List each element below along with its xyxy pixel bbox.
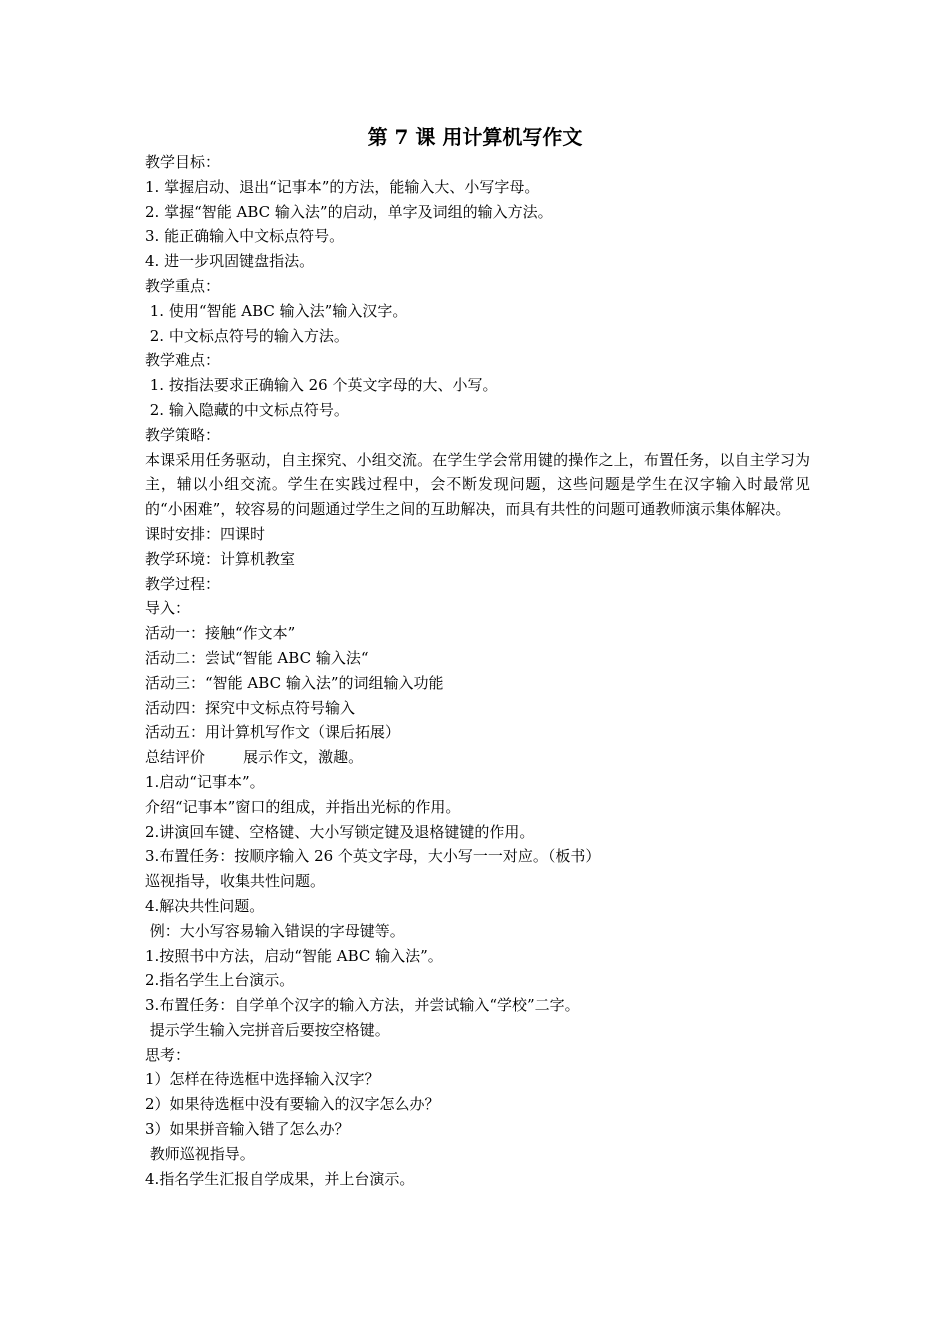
activity-item: 活动四：探究中文标点符号输入 <box>145 698 356 717</box>
think-heading: 思考： <box>145 1045 191 1064</box>
objective-item: 3. 能正确输入中文标点符号。 <box>145 227 345 246</box>
objective-item: 2. 掌握“智能 ABC 输入法”的启动，单字及词组的输入方法。 <box>145 202 553 221</box>
section-heading-process: 教学过程： <box>145 574 221 593</box>
question-item: 2）如果待选框中没有要输入的汉字怎么办？ <box>145 1095 440 1114</box>
activity-item: 活动一：接触“作文本” <box>145 624 296 643</box>
question-item: 1）怎样在待选框中选择输入汉字？ <box>145 1070 380 1089</box>
step-item: 例：大小写容易输入错误的字母键等。 <box>145 921 405 940</box>
activity-item: 活动二：尝试“智能 ABC 输入法“ <box>145 648 369 667</box>
objective-item: 1. 掌握启动、退出“记事本”的方法，能输入大、小写字母。 <box>145 177 540 196</box>
step-item: 2.讲演回车键、空格键、大小写锁定键及退格键键的作用。 <box>145 822 535 841</box>
activity-item: 活动三：“智能 ABC 输入法”的词组输入功能 <box>145 673 444 692</box>
question-item: 3）如果拼音输入错了怎么办？ <box>145 1120 350 1139</box>
key-point-item: 2. 中文标点符号的输入方法。 <box>145 326 349 345</box>
step-item: 1.启动“记事本”。 <box>145 772 265 791</box>
step-item: 4.解决共性问题。 <box>145 896 265 915</box>
lesson-title: 第 7 课 用计算机写作文 <box>367 125 583 149</box>
step-item: 3.布置任务：按顺序输入 26 个英文字母，大小写一一对应。（板书） <box>145 847 601 866</box>
objective-item: 4. 进一步巩固键盘指法。 <box>145 252 315 271</box>
step-item: 介绍“记事本”窗口的组成，并指出光标的作用。 <box>145 797 461 816</box>
section-heading-strategy: 教学策略： <box>145 425 221 444</box>
difficulty-item: 1. 按指法要求正确输入 26 个英文字母的大、小写。 <box>145 376 498 395</box>
step-item: 教师巡视指导。 <box>145 1144 255 1163</box>
step-item: 3.布置任务：自学单个汉字的输入方法，并尝试输入“学校”二字。 <box>145 996 580 1015</box>
schedule-line: 课时安排：四课时 <box>145 524 266 543</box>
activity-item: 活动五：用计算机写作文（课后拓展） <box>145 723 401 742</box>
environment-line: 教学环境：计算机教室 <box>145 549 296 568</box>
step-item: 4.指名学生汇报自学成果，并上台演示。 <box>145 1169 415 1188</box>
intro-heading: 导入： <box>145 599 191 618</box>
section-heading-difficulties: 教学难点： <box>145 351 221 370</box>
strategy-paragraph: 本课采用任务驱动，自主探究、小组交流。在学生学会常用键的操作之上，布置任务，以自主学习为主，辅以小组交流。学生在实践过程中，会不断发现问题，这些问题是学生在汉字输入时最常见的“小困难”，较容易的问题通过学生之间的互助解决，而具有共性的问题可通教师演示集体解决。 <box>145 450 810 519</box>
section-heading-key-points: 教学重点： <box>145 276 221 295</box>
key-point-item: 1. 使用“智能 ABC 输入法”输入汉字。 <box>145 301 408 320</box>
summary-line: 总结评价 展示作文，激趣。 <box>145 748 364 767</box>
section-heading-objectives: 教学目标： <box>145 153 221 171</box>
step-item: 巡视指导，收集共性问题。 <box>145 872 326 891</box>
step-item: 2.指名学生上台演示。 <box>145 971 295 990</box>
step-item: 提示学生输入完拼音后要按空格键。 <box>145 1020 390 1039</box>
document-body <box>145 150 810 1191</box>
step-item: 1.按照书中方法，启动“智能 ABC 输入法”。 <box>145 946 443 965</box>
difficulty-item: 2. 输入隐藏的中文标点符号。 <box>145 400 349 419</box>
